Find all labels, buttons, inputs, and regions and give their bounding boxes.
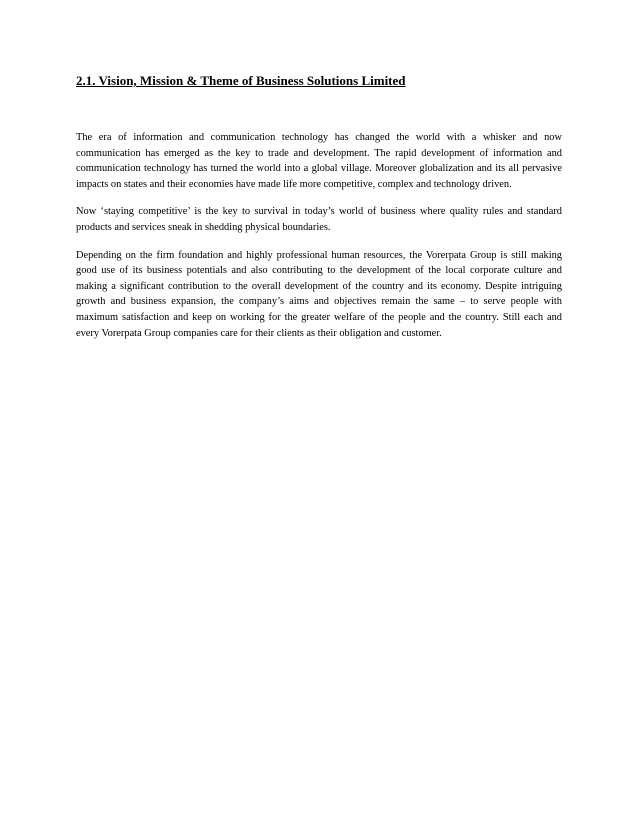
paragraph-ict-era: The era of information and communication technology has changed the world with a whisker and now communication has emerged as the key to trade and development. The rapid development of information and communication technology has turned the world into a global village. Moreover globalization and its all pervasive impacts on states and their economies have made life more competitive, complex and technology driven.	[76, 132, 562, 190]
paragraph-vorerpata-group: Depending on the firm foundation and highly professional human resources, the Vorerpata Group is still making good use of its business potentials and also contributing to the development of the local corporate culture and making a significant contribution to the overall development of the country and its economy. Despite intriguing growth and business expansion, the company’s aims and objectives remain the same – to serve people with maximum satisfaction and keep on working for the greater welfare of the people and the country. Still each and every Vorerpata Group companies care for their clients as their obligation and customer.	[76, 249, 562, 339]
document-body	[76, 72, 562, 353]
section-heading: 2.1. Vision, Mission & Theme of Business Solutions Limited	[76, 73, 406, 88]
paragraph-staying-competitive: Now ‘staying competitive’ is the key to survival in today’s world of business where quality rules and standard products and services sneak in shedding physical boundaries.	[76, 206, 562, 233]
